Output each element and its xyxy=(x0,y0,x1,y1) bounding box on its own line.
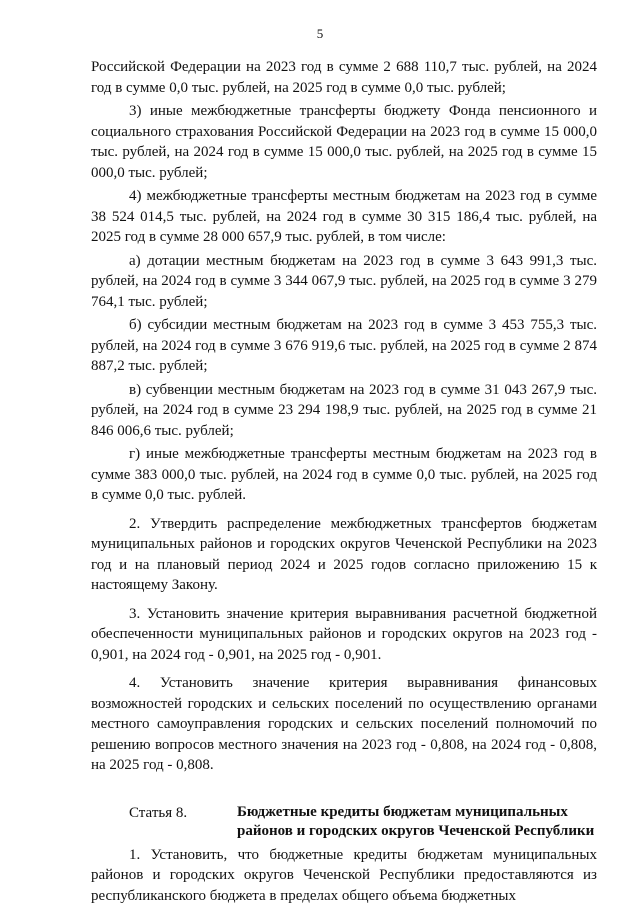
paragraph-subitem-b: б) субсидии местным бюджетам на 2023 год в сумме 3 453 755,3 тыс. рублей, на 2024 год в сумме 3 676 919,6 тыс. рублей, на 2025 год в сумме 2 874 887,2 тыс. рублей; xyxy=(91,315,597,377)
page-number: 5 xyxy=(0,26,640,42)
document-body xyxy=(91,57,597,906)
paragraph-point-3: 3. Установить значение критерия выравнивания расчетной бюджетной обеспеченности муниципальных районов и городских округов на 2023 год - 0,901, на 2024 год - 0,901, на 2025 год - 0,901. xyxy=(91,604,597,666)
paragraph-point-4: 4. Установить значение критерия выравнивания финансовых возможностей городских и сельских поселений по осуществлению органами местного самоуправления городских и сельских поселений полномочий по решению вопросов местного значения на 2023 год - 0,808, на 2024 год - 0,808, на 2025 год - 0,808. xyxy=(91,673,597,776)
paragraph-subitem-v: в) субвенции местным бюджетам на 2023 год в сумме 31 043 267,9 тыс. рублей, на 2024 год в сумме 23 294 198,9 тыс. рублей, на 2025 год в сумме 21 846 006,6 тыс. рублей; xyxy=(91,380,597,442)
paragraph-point-2: 2. Утвердить распределение межбюджетных трансфертов бюджетам муниципальных районов и городских округов Чеченской Республики на 2023 год и на плановый период 2024 и 2025 годов согласно приложению 15 к настоящему Закону. xyxy=(91,514,597,596)
paragraph-item-3: 3) иные межбюджетные трансферты бюджету Фонда пенсионного и социального страхования Российской Федерации на 2023 год в сумме 15 000,0 тыс. рублей, на 2024 год в сумме 15 000,0 тыс. рублей, на 2025 год в сумме 15 000,0 тыс. рублей; xyxy=(91,101,597,183)
article-paragraph-1: 1. Установить, что бюджетные кредиты бюджетам муниципальных районов и городских округов Чеченской Республики предоставляются из республиканского бюджета в пределах общего объема бюджетных xyxy=(91,845,597,906)
article-heading xyxy=(91,803,597,841)
paragraph-item-4: 4) межбюджетные трансферты местным бюджетам на 2023 год в сумме 38 524 014,5 тыс. рублей, на 2024 год в сумме 30 315 186,4 тыс. рублей, на 2025 год в сумме 28 000 657,9 тыс. рублей, в том числе: xyxy=(91,186,597,248)
article-number: Статья 8. xyxy=(91,803,237,841)
article-title: Бюджетные кредиты бюджетам муниципальных районов и городских округов Чеченской Республики xyxy=(237,803,597,841)
paragraph-subitem-a: а) дотации местным бюджетам на 2023 год в сумме 3 643 991,3 тыс. рублей, на 2024 год в сумме 3 344 067,9 тыс. рублей, на 2025 год в сумме 3 279 764,1 тыс. рублей; xyxy=(91,251,597,313)
paragraph-continuation: Российской Федерации на 2023 год в сумме 2 688 110,7 тыс. рублей, на 2024 год в сумме 0,0 тыс. рублей, на 2025 год в сумме 0,0 тыс. рублей; xyxy=(91,57,597,98)
paragraph-subitem-g: г) иные межбюджетные трансферты местным бюджетам на 2023 год в сумме 383 000,0 тыс. рублей, на 2024 год в сумме 0,0 тыс. рублей, на 2025 год в сумме 0,0 тыс. рублей. xyxy=(91,444,597,506)
